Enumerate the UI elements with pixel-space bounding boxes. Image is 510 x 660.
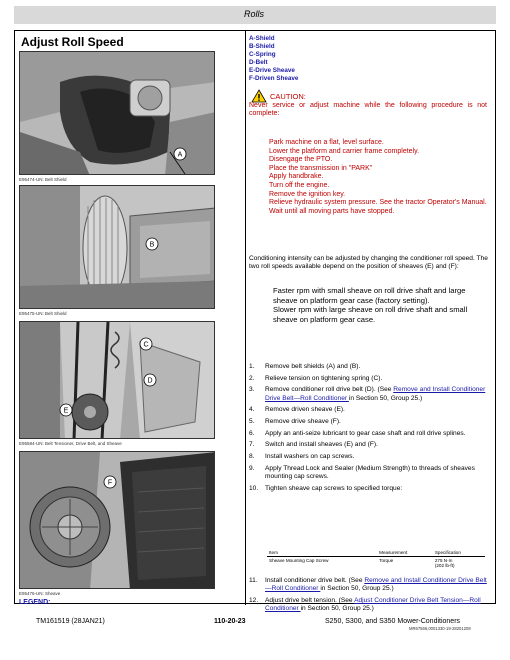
- caution-item: Wait until all moving parts have stopped.: [269, 207, 395, 215]
- page-header: [14, 6, 496, 24]
- legend-item: F-Driven Sheave: [249, 75, 299, 82]
- svg-text:C: C: [143, 341, 149, 349]
- step-item: 11. Install conditioner drive belt. (See Remove and Install Conditioner Drive Belt—Roll Conditioner in Section 50, Group 25.): [249, 577, 487, 593]
- legend-item: B-Shield: [249, 43, 275, 50]
- table-header: Measurement: [377, 549, 433, 557]
- svg-text:D: D: [147, 377, 153, 385]
- figure-caption: E95475-UN: Belt Shield: [19, 311, 67, 316]
- caution-item: Disengage the PTO.: [269, 156, 333, 164]
- svg-text:F: F: [107, 479, 113, 487]
- header-title: Rolls: [244, 9, 265, 19]
- caution-intro: Never service or adjust machine while the following procedure is not complete:: [249, 102, 487, 118]
- svg-text:A: A: [177, 151, 183, 159]
- caution-item: Turn off the engine.: [269, 181, 330, 189]
- table-row: [267, 557, 485, 570]
- callout-d: [143, 373, 157, 387]
- caution-item: Relieve hydraulic system pressure. See the tractor Operator's Manual.: [269, 199, 487, 207]
- table-header: Specification: [433, 549, 485, 557]
- legend-item: E-Drive Sheave: [249, 67, 295, 74]
- figure-caption: E95584-UN: Belt Tensioner, Drive Belt, and Sheave: [19, 441, 122, 446]
- table-cell: Torque: [379, 558, 394, 563]
- caution-heading: [251, 89, 306, 103]
- callout-b: [145, 237, 159, 251]
- legend-item: D-Belt: [249, 59, 268, 66]
- speed-option: Slower rpm with large sheave on roll drive shaft and small sheave on platform gear case.: [273, 305, 468, 324]
- legend-label: LEGEND:: [19, 599, 51, 606]
- callout-f: [103, 475, 117, 489]
- adjust-belt-tension-link[interactable]: Adjust Conditioner Drive Belt Tension—Roll Conditioner: [265, 596, 481, 613]
- callout-a: [173, 147, 187, 161]
- caution-item: Lower the platform and carrier frame completely.: [269, 147, 420, 155]
- step-item: 12. Adjust drive belt tension. (See Adjust Conditioner Drive Belt Tension—Roll Conditioner in Section 50, Group 25.): [249, 596, 481, 613]
- section-title: Adjust Roll Speed: [21, 35, 124, 49]
- warning-icon: [251, 89, 267, 103]
- footer-manual-id: TM161519 (28JAN21): [36, 618, 105, 625]
- step-item: 4. Remove driven sheave (E).: [249, 406, 345, 414]
- figure-caption: E95474-UN: Belt Shield: [19, 177, 67, 182]
- reference-code: MR67566,0001330-19-28201208: [409, 626, 471, 631]
- step-item: 9. Apply Thread Lock and Sealer (Medium Strength) to threads of sheaves mounting cap screws.: [249, 464, 475, 481]
- legend-item: C-Spring: [249, 51, 276, 58]
- caution-item: Place the transmission in "PARK": [269, 164, 373, 172]
- step-item: 7. Switch and install sheaves (E) and (F).: [249, 441, 378, 449]
- legend-list: [249, 35, 298, 83]
- remove-install-belt-link[interactable]: Remove and Install Conditioner Drive Belt—Roll Conditioner: [265, 386, 486, 402]
- procedure-steps-final: [249, 577, 489, 617]
- table-header: Item: [267, 549, 377, 557]
- figure-belt-shield-b: [19, 185, 215, 309]
- footer-page-number: 110-20-23: [214, 618, 246, 625]
- caution-item: Park machine on a flat, level surface.: [269, 139, 384, 146]
- speed-option: Faster rpm with small sheave on roll drive shaft and large sheave on platform gear case (factory setting).: [273, 286, 466, 305]
- legend-item: A-Shield: [249, 35, 275, 42]
- step-item: 1. Remove belt shields (A) and (B).: [249, 363, 361, 370]
- table-cell: Sheave Mounting Cap Screw: [269, 558, 329, 563]
- table-header-row: [267, 549, 485, 557]
- step-item: 8. Install washers on cap screws.: [249, 453, 355, 461]
- torque-table: [267, 549, 485, 569]
- caution-item: Apply handbrake.: [269, 173, 324, 181]
- table-cell: 275 N·m (202 lb-ft): [434, 558, 455, 568]
- step-item: 6. Apply an anti-seize lubricant to gear case shaft and roll drive splines.: [249, 429, 466, 437]
- caution-item: Remove the ignition key.: [269, 190, 346, 198]
- step-item: 2. Relieve tension on tightening spring (C).: [249, 374, 383, 382]
- step-item: 10. Tighten sheave cap screws to specified torque:: [249, 484, 403, 492]
- caution-list: [269, 139, 489, 216]
- callout-c: [139, 337, 153, 351]
- caution-title: CAUTION:: [270, 91, 306, 101]
- svg-text:B: B: [149, 241, 155, 249]
- figure-caption: E95476-UN: Sheave: [19, 591, 61, 596]
- speed-options: [273, 286, 485, 324]
- footer-model: S250, S300, and S350 Mower-Conditioners: [325, 618, 461, 625]
- figure-belt-tensioner: [19, 321, 215, 439]
- intro-paragraph: Conditioning intensity can be adjusted by changing the conditioner roll speed. The two roll speeds available depend on the position of sheaves (E) and (F):: [249, 255, 488, 271]
- step-item: 3. Remove conditioner roll drive belt (D). (See Remove and Install Conditioner Drive Belt—Roll Conditioner in Section 50, Group 25.): [249, 386, 486, 402]
- column-divider: [245, 31, 246, 605]
- step-item: 5. Remove drive sheave (F).: [249, 418, 341, 426]
- figure-sheave: [19, 451, 215, 589]
- procedure-steps: [249, 363, 489, 496]
- callout-e: [59, 403, 73, 417]
- install-belt-link[interactable]: Remove and Install Conditioner Drive Belt—Roll Conditioner: [265, 577, 487, 593]
- svg-text:E: E: [63, 407, 69, 415]
